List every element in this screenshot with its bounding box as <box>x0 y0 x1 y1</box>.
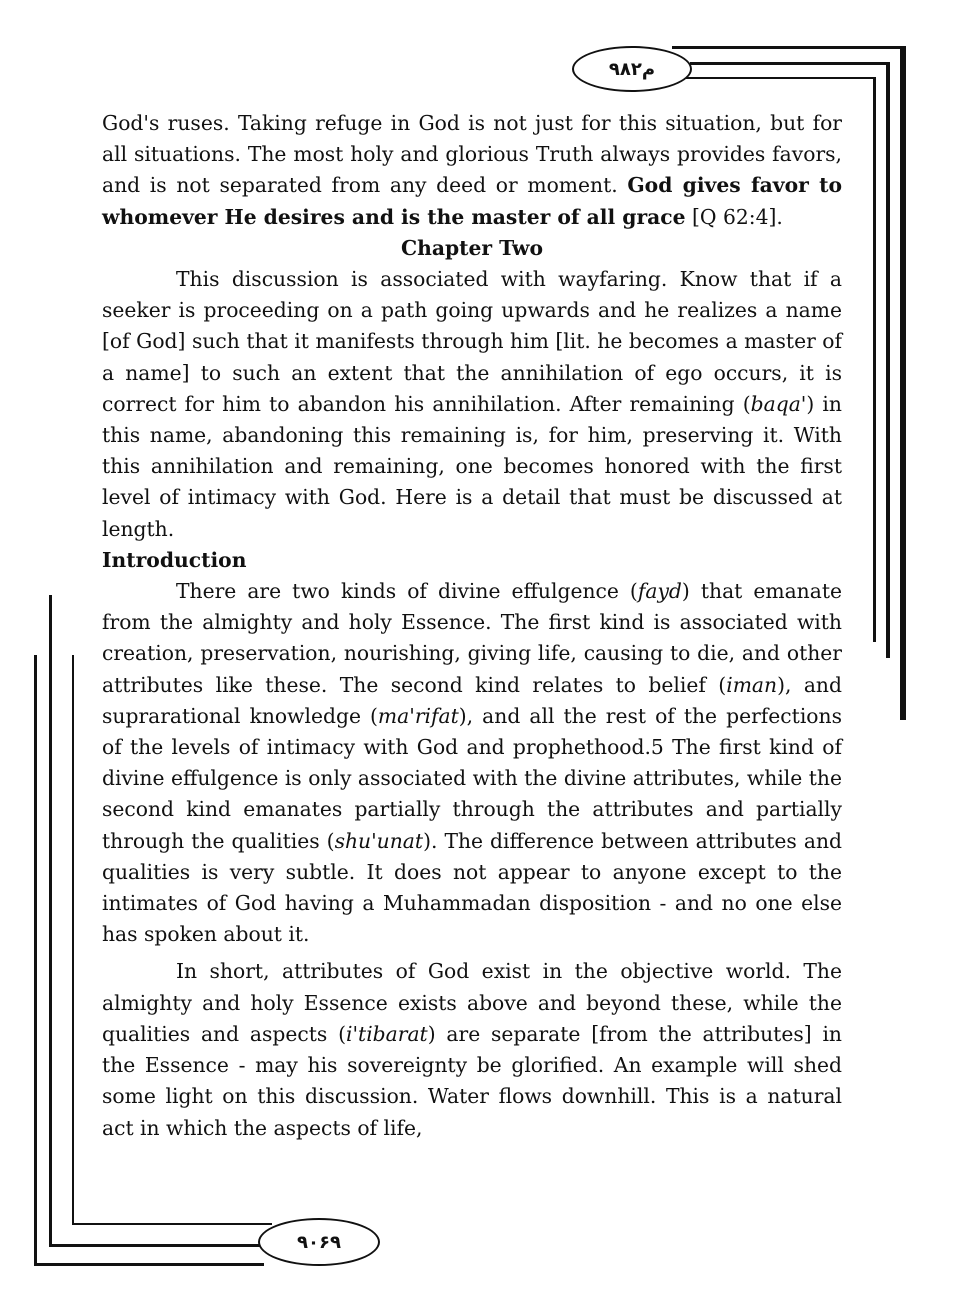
quran-citation: [Q 62:4]. <box>685 204 783 229</box>
paragraph-text: ). The difference between attributes and qualities is very subtle. It does not appear to anyone except to the intimates of God having a Muhammadan disposition - and no one else has spoken about it. <box>102 828 842 947</box>
frame-line <box>672 77 875 79</box>
frame-line <box>690 62 888 65</box>
term-iman: iman <box>726 672 778 697</box>
frame-line <box>900 46 906 720</box>
term-baqa: baqa' <box>750 391 807 416</box>
paragraph-text: God's ruses. Taking refuge in God is not just for this situation, but for all situations. The most holy and glorious Truth always provides favors, and is not separated from any deed or moment. <box>102 111 842 198</box>
paragraph-text: ), and all the rest of the perfections of the levels of intimacy with God and prophethood.5 The first kind of divine effulgence is only associated with the divine attributes, while the second kind emanates partially through the attributes and partially through the qualities ( <box>102 703 842 853</box>
term-fayd: fayd <box>637 579 682 604</box>
paragraph-in-short <box>102 956 842 1143</box>
paragraph-text: ) in this name, abandoning this remaining is, for him, preserving it. With this annihilation and remaining, one becomes honored with the first level of intimacy with God. Here is a detail that must be discussed at length. <box>102 391 842 541</box>
paragraph-text: ), and suprarational knowledge ( <box>102 672 842 728</box>
frame-line <box>49 595 52 1245</box>
paragraph-intro <box>102 108 842 233</box>
paragraph-text: There are two kinds of divine effulgence ( <box>176 579 638 604</box>
page-body <box>102 108 842 1144</box>
term-shuunat: shu'unat <box>334 828 424 853</box>
frame-line <box>72 1223 272 1225</box>
paragraph-text: ) are separate [from the attributes] in the Essence - may his sovereignty be glorified. An example will shed some light on this discussion. Water flows downhill. This is a natural act in which the aspects of life, <box>102 1021 842 1140</box>
frame-line <box>886 62 890 658</box>
paragraph-text: This discussion is associated with wayfaring. Know that if a seeker is proceeding on a path going upwards and he realizes a name [of God] such that it manifests through him [lit. he becomes a master of a name] to such an extent that the annihilation of ego occurs, it is correct for him to abandon his annihilation. After remaining ( <box>102 267 842 416</box>
frame-line <box>72 655 74 1225</box>
paragraph-effulgence <box>102 576 842 950</box>
frame-line <box>672 46 904 49</box>
chapter-heading: Chapter Two <box>400 235 544 260</box>
paragraph-wayfaring <box>102 264 842 545</box>
frame-line <box>49 1244 264 1247</box>
page-number-top-text: ۹۸۲م <box>608 58 656 80</box>
frame-line <box>34 1263 264 1266</box>
term-itibarat: i'tibarat <box>345 1021 428 1046</box>
term-marifat: ma'rifat <box>377 703 459 728</box>
page-number-top <box>572 46 692 92</box>
page-number-bottom <box>258 1218 380 1266</box>
page-number-bottom-text: ۹۰۶۹ <box>297 1231 341 1253</box>
frame-line <box>873 77 876 642</box>
paragraph-text: ) that emanate from the almighty and holy Essence. The first kind is associated with creation, preservation, nourishing, giving life, causing to die, and other attributes like these. The second kind relates to belief ( <box>102 579 842 697</box>
frame-line <box>34 655 37 1265</box>
introduction-heading: Introduction <box>102 547 247 572</box>
quran-quote: God gives favor to whomever He desires and is the master of all grace <box>102 173 842 229</box>
paragraph-text: In short, attributes of God exist in the objective world. The almighty and holy Essence exists above and beyond these, while the qualities and aspects ( <box>102 959 842 1046</box>
